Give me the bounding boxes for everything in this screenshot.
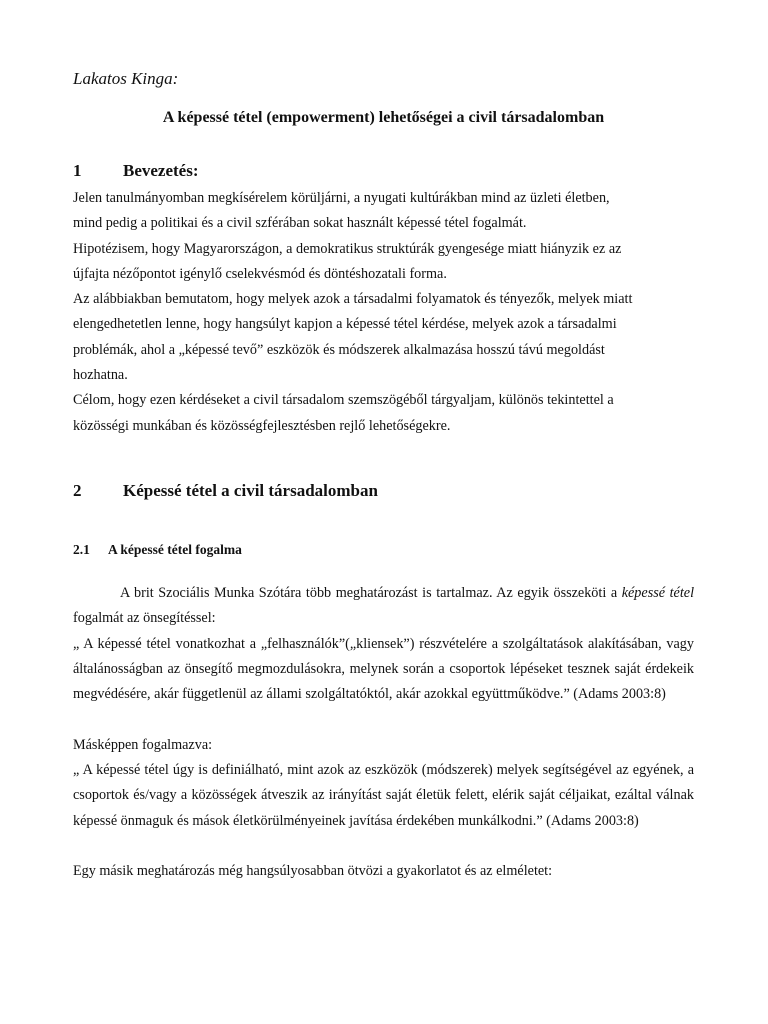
section-1-number: 1 <box>73 161 82 180</box>
closing-line: Egy másik meghatározás még hangsúlyosabban ötvözi a gyakorlatot és az elméletet: <box>73 863 553 880</box>
definition-paragraph <box>73 581 694 632</box>
intro-line: közösségi munkában és közösségfejlesztésben rejlő lehetőségekre. <box>73 417 451 434</box>
section-2-1-heading <box>73 541 242 559</box>
alternative-label: Másképpen fogalmazva: <box>73 736 213 753</box>
intro-line: Jelen tanulmányomban megkísérelem körüljárni, a nyugati kultúrákban mind az üzleti életben, <box>73 190 610 206</box>
document-title: A képessé tétel (empowerment) lehetőségei a civil társadalomban <box>162 109 605 126</box>
definition-emphasis: képessé tétel <box>621 585 695 601</box>
section-1-heading <box>73 161 199 181</box>
quote-paragraph-1: „ A képessé tétel vonatkozhat a „felhasználók”(„kliensek”) részvételére a szolgáltatások alakításában, vagy általánosságban az önsegítő megmozdulásokra, melynek során a csoportok lépéseket tesznek saját érdekeik megvédésére, akár függetlenül az állami szolgáltatóktól, akár azokkal együttműködve.” (Adams 2003:8) <box>73 635 694 703</box>
intro-line: mind pedig a politikai és a civil szférában sokat használt képessé tétel fogalmát. <box>73 215 527 232</box>
paragraph-gap <box>73 707 694 732</box>
section-2-1-title: A képessé tétel fogalma <box>108 542 242 557</box>
intro-line: hozhatna. <box>73 367 128 384</box>
quote-paragraph-2: „ A képessé tétel úgy is definiálható, mint azok az eszközök (módszerek) melyek segítségével az egyének, a csoportok és/vagy a közösségek átveszik az irányítást saját életük felett, elérik saját céljaikat, ezáltal válnak képessé önmaguk és mások életkörülményeinek javítása érdekében munkálkodni.” (Adams 2003:8) <box>73 762 694 829</box>
section-2-number: 2 <box>73 481 82 500</box>
definition-text: A brit Szociális Munka Szótára több meghatározást is tartalmaz. Az egyik összeköti a <box>120 585 622 601</box>
intro-line: Célom, hogy ezen kérdéseket a civil társadalom szemszögéből tárgyaljam, különös tekintettel a <box>73 392 614 409</box>
definition-text-end: fogalmát az önsegítéssel: <box>73 610 216 627</box>
section-2-1-body <box>73 581 694 885</box>
intro-line: Az alábbiakban bemutatom, hogy melyek azok a társadalmi folyamatok és tényezők, melyek miatt <box>73 291 633 308</box>
intro-line: elengedhetetlen lenne, hogy hangsúlyt kapjon a képessé tétel kérdése, melyek azok a társadalmi <box>73 316 617 333</box>
intro-line: Hipotézisem, hogy Magyarországon, a demokratikus struktúrák gyengesége miatt hiányzik ez az <box>73 240 622 257</box>
paragraph-gap <box>73 834 694 859</box>
intro-line: problémák, ahol a „képessé tevő” eszközök és módszerek alkalmazása hosszú távú megoldást <box>73 341 605 358</box>
section-2-1-number: 2.1 <box>73 542 90 557</box>
section-2-heading <box>73 481 378 501</box>
introduction-text <box>73 186 694 439</box>
author-name: Lakatos Kinga: <box>73 69 179 88</box>
section-2-title: Képessé tétel a civil társadalomban <box>123 481 378 500</box>
section-1-title: Bevezetés: <box>123 161 199 180</box>
intro-line: újfajta nézőpontot igénylő cselekvésmód és döntéshozatali forma. <box>73 265 447 282</box>
